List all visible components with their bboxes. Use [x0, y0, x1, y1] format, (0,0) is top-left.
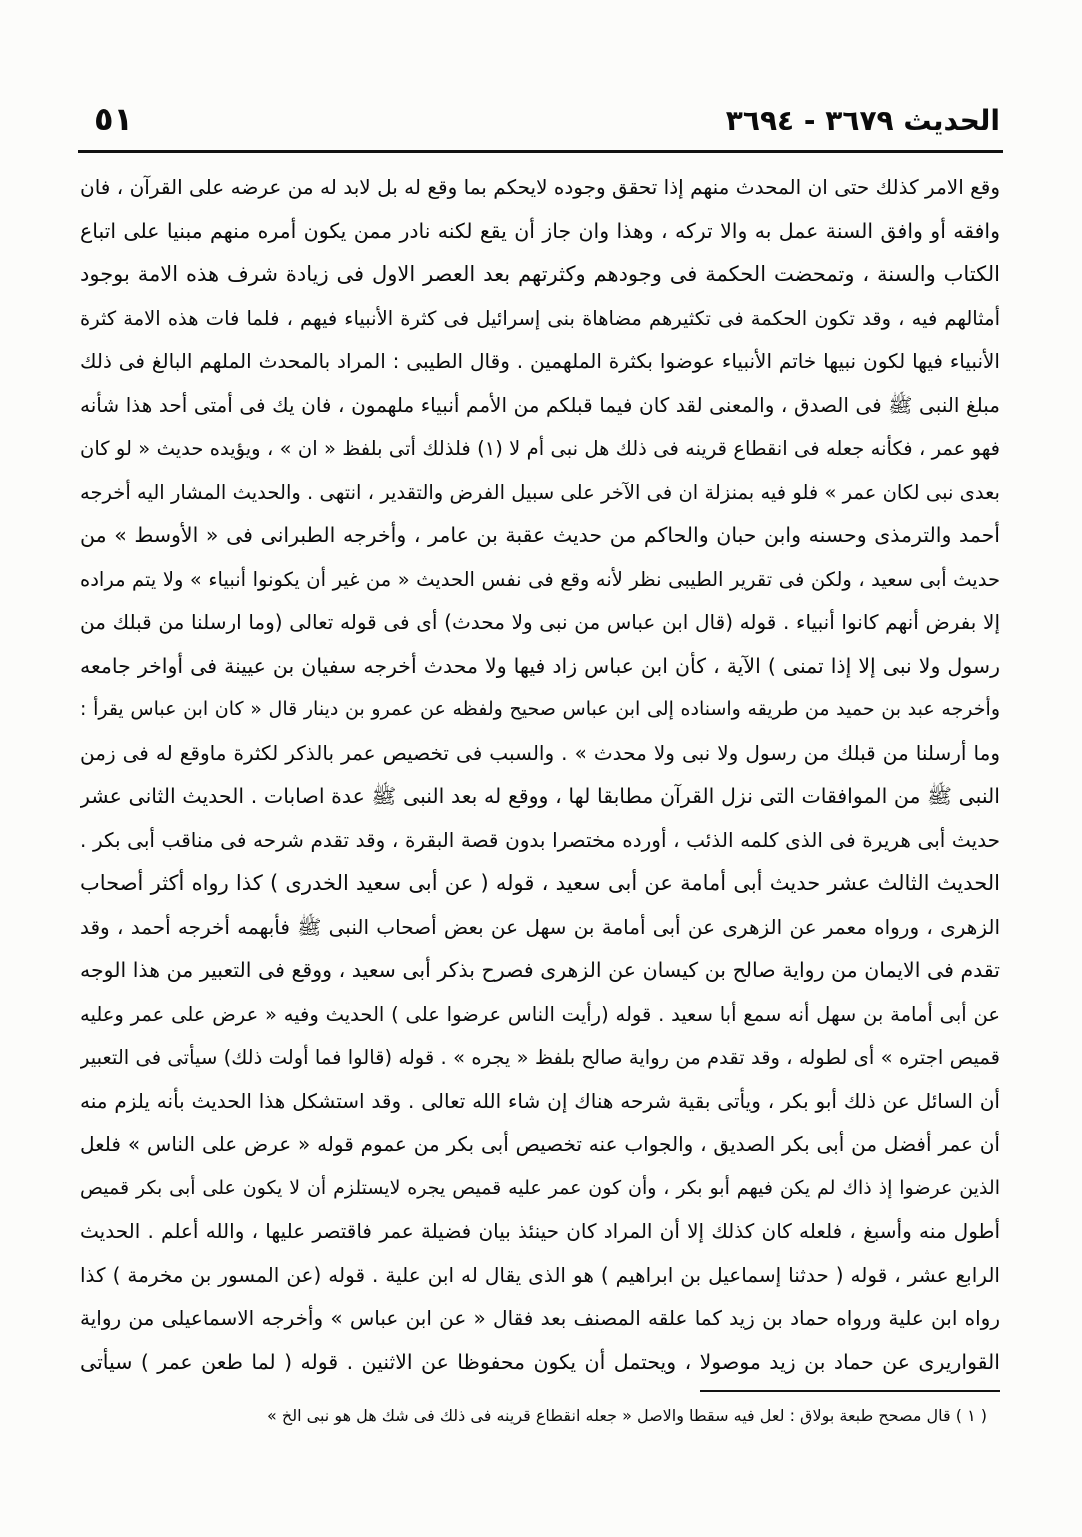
text-line: وافقه أو وافق السنة عمل به والا تركه ، وهذا وان جاز أن يقع لكنه نادر ممن يكون أمره منهم مبنيا على اتباع [80, 218, 1000, 243]
text-line: القواريرى عن حماد بن زيد موصولا ، ويحتمل أن يكون محفوظا عن الاثنين . قوله ( لما طعن عمر ) سيأتى [80, 1349, 1000, 1374]
text-line: وأخرجه عبد بن حميد من طريقه واسناده إلى ابن عباس صحيح ولفظه عن عمرو بن دينار قال « كان ابن عباس يقرأ : [80, 698, 1000, 720]
text-line: النبى ﷺ من الموافقات التى نزل القرآن مطابقا لها ، ووقع له بعد النبى ﷺ عدة اصابات . الحديث الثانى عشر [80, 784, 1000, 808]
text-line: رسول ولا نبى إلا إذا تمنى ) الآية ، كأن ابن عباس زاد فيها ولا محدث أخرجه سفيان بن عيينة فى أواخر جامعه [80, 653, 1000, 678]
text-line: بعدى نبى لكان عمر » فلو فيه بمنزلة ان فى الآخر على سبيل الفرض والتقدير ، انتهى . والحديث المشار اليه أخرجه [80, 480, 1000, 504]
text-line: أن السائل عن ذلك أبو بكر ، ويأتى بقية شرحه هناك إن شاء الله تعالى . وقد استشكل هذا الحديث بأنه يلزم منه [80, 1088, 1000, 1113]
text-line: الزهرى ، ورواه معمر عن الزهرى عن أبى أمامة بن سهل عن بعض أصحاب النبى ﷺ فأبهمه أخرجه أحمد ، وقد [80, 914, 1000, 939]
text-line: قميص اجتره » أى لطوله ، وقد تقدم من رواية صالح بلفظ « يجره » . قوله (قالوا فما أولت ذلك) سيأتى فى التعبير [80, 1046, 1000, 1069]
text-line: رواه ابن علية ورواه حماد بن زيد كما علقه المصنف بعد فقال « عن ابن عباس » وأخرجه الاسماعيلى من رواية [80, 1306, 1000, 1330]
body-text [80, 166, 1000, 1384]
text-line: الرابع عشر ، قوله ( حدثنا إسماعيل بن ابراهيم ) هو الذى يقال له ابن علية . قوله (عن المسور بن مخرمة ) كذا [80, 1262, 1000, 1287]
text-line: أحمد والترمذى وحسنه وابن حبان والحاكم من حديث عقبة بن عامر ، وأخرجه الطبرانى فى « الأوسط » من [80, 523, 1000, 547]
text-line: الحديث الثالث عشر حديث أبى أمامة عن أبى سعيد ، قوله ( عن أبى سعيد الخدرى ) كذا رواه أكثر أصحاب [80, 871, 1000, 895]
text-line: تقدم فى الايمان من رواية صالح بن كيسان عن الزهرى فصرح بذكر أبى سعيد ، ووقع فى التعبير من هذا الوجه [80, 958, 1000, 982]
text-line: إلا بفرض أنهم كانوا أنبياء . قوله (قال ابن عباس من نبى ولا محدث) أى فى قوله تعالى (وما ارسلنا من قبلك من [80, 610, 1000, 634]
text-line: عن أبى أمامة بن سهل أنه سمع أبا سعيد . قوله (رأيت الناس عرضوا على ) الحديث وفيه « عرض على عمر وعليه [80, 1002, 1000, 1026]
text-line: حديث أبى هريرة فى الذى كلمه الذئب ، أورده مختصرا بدون قصة البقرة ، وقد تقدم شرحه فى مناقب أبى بكر . [80, 827, 1000, 852]
page-number: ٥١ [94, 100, 134, 138]
text-line: أن عمر أفضل من أبى بكر الصديق ، والجواب عنه تخصيص أبى بكر من عموم قوله « عرض على الناس » فلعل [80, 1132, 1000, 1156]
page-header-title: الحديث ٣٦٧٩ - ٣٦٩٤ [725, 104, 1000, 137]
text-line: حديث أبى سعيد ، ولكن فى تقرير الطيبى نظر لأنه وقع فى نفس الحديث « من غير أن يكونوا أنبياء » ولا يتم مراده [80, 567, 1000, 591]
header-rule [78, 150, 1003, 153]
text-line: الذين عرضوا إذ ذاك لم يكن فيهم أبو بكر ، وأن كون عمر عليه قميص يجره لايستلزم أن لا يكون على أبى بكر قميص [80, 1176, 1000, 1199]
text-line: أطول منه وأسبغ ، فلعله كان كذلك إلا أن المراد كان حينئذ بيان فضيلة عمر فاقتصر عليها ، والله أعلم . الحديث [80, 1219, 1000, 1243]
text-line: وما أرسلنا من قبلك من رسول ولا نبى ولا محدث » . والسبب فى تخصيص عمر بالذكر لكثرة ماوقع له فى زمن [80, 740, 1000, 765]
text-line: وقع الامر كذلك حتى ان المحدث منهم إذا تحقق وجوده لايحكم بما وقع له بل لابد له من عرضه على القرآن ، فان [80, 175, 1000, 199]
text-line: أمثالهم فيه ، وقد تكون الحكمة فى تكثيرهم مضاهاة بنى إسرائيل فى كثرة الأنبياء فيهم ، فلما فات هذه الامة كثرة [80, 306, 1000, 330]
footnote-rule [700, 1390, 1000, 1392]
text-line: مبلغ النبى ﷺ فى الصدق ، والمعنى لقد كان فيما قبلكم من الأمم أنبياء ملهمون ، فان يك فى أمتى أحد هذا شأنه [80, 392, 1000, 417]
footnote: ( ١ ) قال مصحح طبعة بولاق : لعل فيه سقطا والاصل « جعله انقطاع قرينه فى ذلك فى شك هل هو نبى الخ » [267, 1406, 987, 1425]
text-line: الكتاب والسنة ، وتمحضت الحكمة فى وجودهم وكثرتهم بعد العصر الاول فى زيادة شرف هذه الامة بوجود [80, 262, 1000, 286]
text-line: فهو عمر ، فكأنه جعله فى انقطاع قرينه فى ذلك هل نبى أم لا (١) فلذلك أتى بلفظ « ان » ، ويؤيده حديث « لو كان [80, 437, 1000, 460]
text-line: الأنبياء فيها لكون نبيها خاتم الأنبياء عوضوا بكثرة الملهمين . وقال الطيبى : المراد بالمحدث الملهم البالغ فى ذلك [80, 349, 1000, 373]
